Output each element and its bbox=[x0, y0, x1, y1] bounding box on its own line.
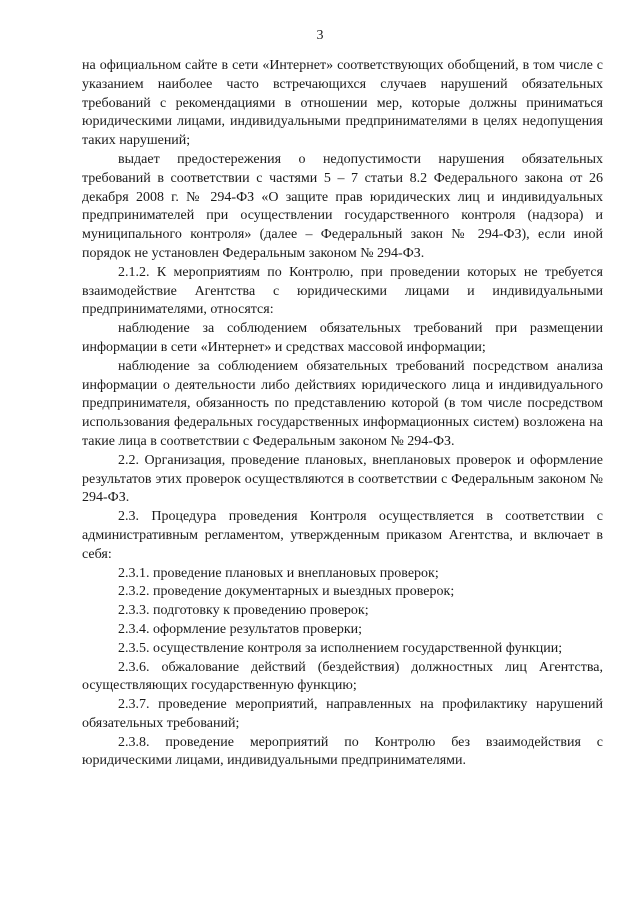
paragraph: наблюдение за соблюдением обязательных требований при размещении информации в сети «Интернет» и средствах массовой информации; bbox=[82, 321, 603, 355]
document-body bbox=[82, 57, 603, 771]
paragraph: 2.3.5. осуществление контроля за исполнением государственной функции; bbox=[118, 640, 563, 656]
paragraph: 2.1.2. К мероприятиям по Контролю, при проведении которых не требуется взаимодействие Агентства с юридическими лицами и индивидуальными предпринимателями, относятся: bbox=[82, 264, 603, 318]
paragraph: 2.3.6. обжалование действий (бездействия) должностных лиц Агентства, осуществляющих государственную функцию; bbox=[82, 659, 603, 694]
paragraph: 2.3.2. проведение документарных и выездных проверок; bbox=[118, 584, 455, 600]
paragraph: 2.3.7. проведение мероприятий, направленных на профилактику нарушений обязательных требований; bbox=[82, 697, 603, 731]
paragraph: 2.3.8. проведение мероприятий по Контролю без взаимодействия с юридическими лицами, индивидуальными предпринимателями. bbox=[82, 734, 603, 769]
paragraph: выдает предостережения о недопустимости нарушения обязательных требований в соответствии с частями 5 – 7 статьи 8.2 Федерального закона от 26 декабря 2008 г. № 294-ФЗ «О защите прав юридических лиц и индивидуальных предпринимателей при осуществлении государственного контроля (надзора) и муниципального контроля» (далее – Федеральный закон № 294-ФЗ), если иной порядок не установлен Федеральным законом № 294-ФЗ. bbox=[82, 151, 603, 261]
paragraph: наблюдение за соблюдением обязательных требований посредством анализа информации о деятельности либо действиях юридического лица и индивидуального предпринимателя, обязанность по представлению которой (в том числе посредством использования федеральных государственных информационных систем) возложена на такие лица в соответствии с Федеральным законом № 294-ФЗ. bbox=[82, 358, 603, 449]
paragraph: 2.2. Организация, проведение плановых, внеплановых проверок и оформление результатов этих проверок осуществляются в соответствии с Федеральным законом № 294-ФЗ. bbox=[82, 452, 603, 506]
page-number: 3 bbox=[316, 28, 324, 43]
paragraph: 2.3. Процедура проведения Контроля осуществляется в соответствии с административным регламентом, утвержденным приказом Агентства, и включает в себя: bbox=[82, 509, 603, 562]
paragraph: 2.3.1. проведение плановых и внеплановых проверок; bbox=[118, 565, 439, 581]
paragraph: на официальном сайте в сети «Интернет» соответствующих обобщений, в том числе с указанием наиболее часто встречающихся случаев нарушений обязательных требований с рекомендациями в отношении мер, которые должны приниматься юридическими лицами, индивидуальными предпринимателями в целях недопущения таких нарушений; bbox=[82, 58, 603, 149]
paragraph: 2.3.3. подготовку к проведению проверок; bbox=[118, 603, 369, 619]
paragraph: 2.3.4. оформление результатов проверки; bbox=[118, 621, 363, 637]
